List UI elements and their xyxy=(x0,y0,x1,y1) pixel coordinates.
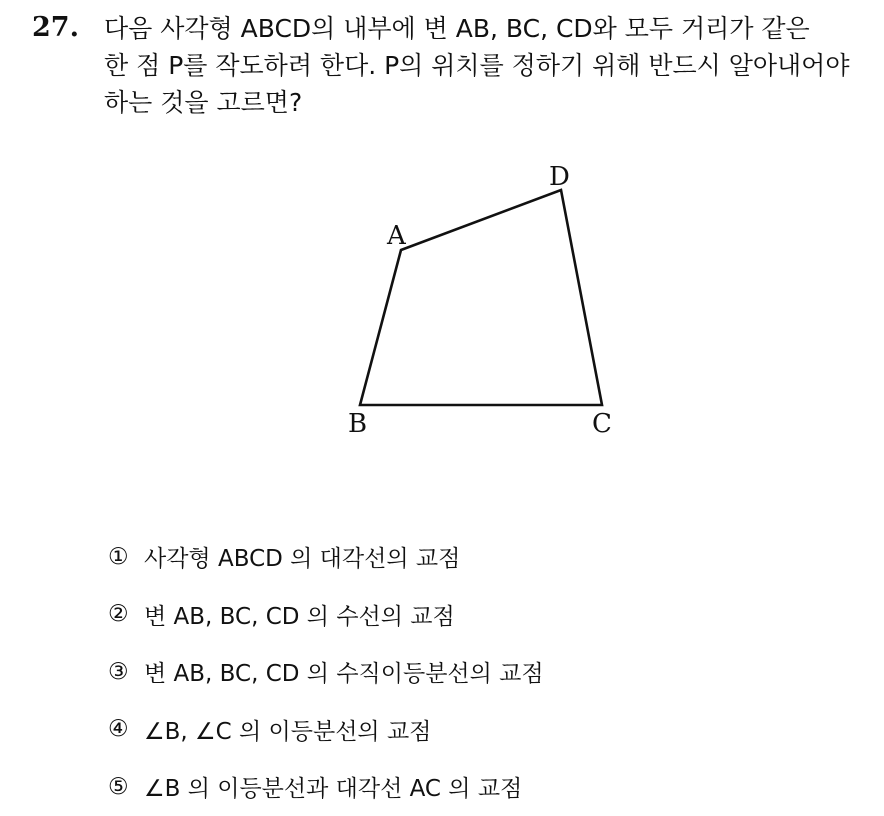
choice-3[interactable] xyxy=(108,643,544,701)
choice-text: ∠B 의 이등분선과 대각선 AC 의 교점 xyxy=(144,776,523,803)
choice-number: ⑤ xyxy=(108,773,129,800)
choice-1[interactable] xyxy=(108,528,544,586)
quadrilateral-abcd xyxy=(360,190,602,405)
choice-number: ③ xyxy=(108,658,129,685)
choice-4[interactable] xyxy=(108,701,544,759)
question-line-3: 하는 것을 고르면? xyxy=(104,88,303,117)
choice-text: ∠B, ∠C 의 이등분선의 교점 xyxy=(144,718,432,745)
choice-number: ① xyxy=(108,543,129,570)
question-line-2: 한 점 P를 작도하려 한다. P의 위치를 정하기 위해 반드시 알아내어야 xyxy=(104,51,850,80)
question-stem xyxy=(104,10,874,121)
vertex-label-d: D xyxy=(549,162,570,192)
question-line-1: 다음 사각형 ABCD의 내부에 변 AB, BC, CD와 모두 거리가 같은 xyxy=(104,14,810,43)
choice-number: ② xyxy=(108,601,129,628)
choice-number: ④ xyxy=(108,716,129,743)
answer-choices xyxy=(108,528,544,816)
choice-text: 사각형 ABCD 의 대각선의 교점 xyxy=(144,546,461,573)
vertex-label-a: A xyxy=(387,221,406,251)
question-number: 27. xyxy=(32,12,79,43)
vertex-label-c: C xyxy=(592,409,612,439)
choice-text: 변 AB, BC, CD 의 수선의 교점 xyxy=(144,603,455,630)
vertex-label-b: B xyxy=(348,409,368,439)
choice-2[interactable] xyxy=(108,586,544,644)
choice-text: 변 AB, BC, CD 의 수직이등분선의 교점 xyxy=(144,661,544,688)
